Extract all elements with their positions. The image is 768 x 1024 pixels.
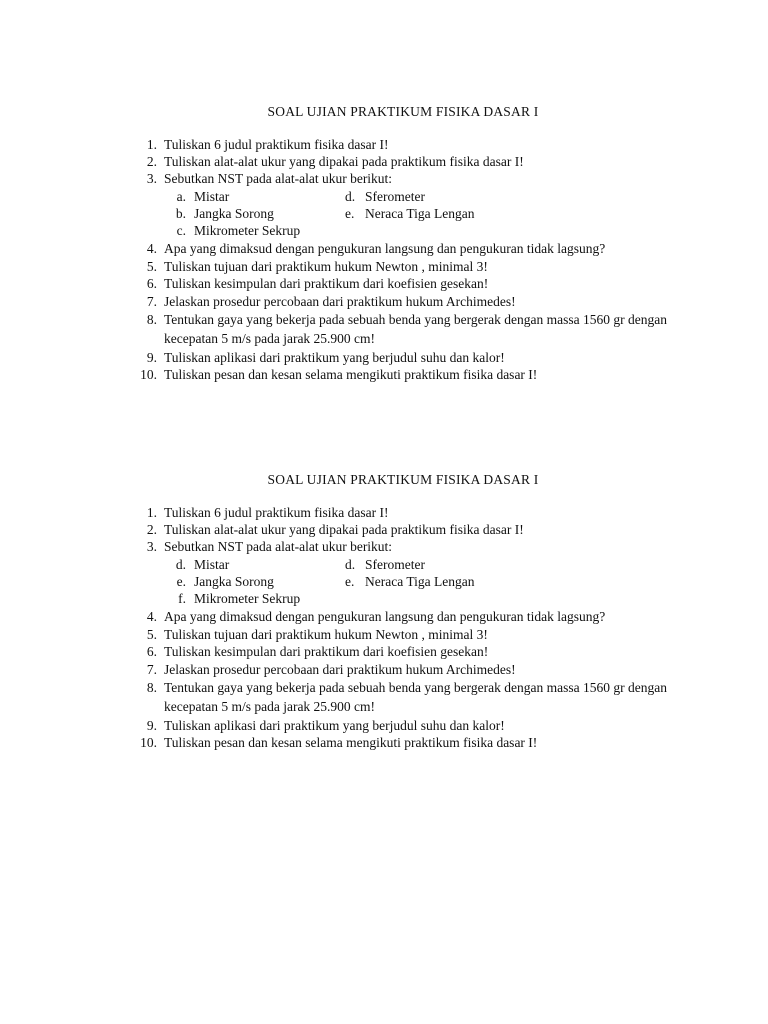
question-text: Tuliskan kesimpulan dari praktikum dari koefisien gesekan! [164, 276, 489, 292]
instrument-list [160, 556, 670, 607]
sub-list-row [130, 556, 670, 607]
question-item [130, 734, 670, 751]
instrument-list [160, 188, 670, 239]
item-letter: c. [176, 222, 186, 238]
question-item [130, 643, 670, 660]
question-text: Jelaskan prosedur percobaan dari praktikum hukum Archimedes! [164, 661, 516, 677]
instrument-name: Sferometer [365, 188, 425, 204]
question-item [130, 310, 670, 349]
instrument-name: Mistar [194, 188, 230, 204]
question-text: Tuliskan 6 judul praktikum fisika dasar I! [164, 505, 389, 520]
question-text: Tuliskan 6 judul praktikum fisika dasar I! [164, 137, 389, 152]
question-item [130, 349, 670, 366]
question-number: 1. [146, 505, 157, 520]
question-number: 5. [146, 627, 157, 643]
instrument-item [345, 573, 545, 590]
question-list [130, 504, 670, 751]
question-item [130, 661, 670, 678]
question-text: Tentukan gaya yang bekerja pada sebuah benda yang bergerak dengan massa 1560 gr dengan kecepatan 5 m/s pada jarak 25.900 cm! [164, 311, 667, 347]
item-letter: e. [345, 573, 355, 589]
question-number: 8. [146, 679, 157, 695]
question-text: Tuliskan kesimpulan dari praktikum dari koefisien gesekan! [164, 644, 489, 660]
instrument-name: Mikrometer Sekrup [194, 590, 301, 606]
item-letter: e. [176, 573, 186, 589]
question-text: Sebutkan NST pada alat-alat ukur berikut: [164, 539, 393, 555]
question-text: Tentukan gaya yang bekerja pada sebuah benda yang bergerak dengan massa 1560 gr dengan kecepatan 5 m/s pada jarak 25.900 cm! [164, 679, 667, 715]
instrument-name: Sferometer [365, 556, 425, 572]
question-item [130, 538, 670, 555]
instrument-item [160, 573, 345, 590]
item-letter: a. [176, 188, 186, 204]
item-letter: d. [345, 188, 356, 204]
question-number: 7. [146, 293, 157, 309]
question-text: Tuliskan tujuan dari praktikum hukum Newton , minimal 3! [164, 627, 488, 643]
question-item [130, 258, 670, 275]
question-item [130, 717, 670, 734]
instrument-name: Mistar [194, 556, 230, 572]
question-number: 9. [146, 717, 157, 733]
instrument-name: Jangka Sorong [194, 205, 274, 221]
exam-block-1 [130, 104, 670, 383]
question-item [130, 275, 670, 292]
question-text: Sebutkan NST pada alat-alat ukur berikut: [164, 171, 393, 187]
question-number: 10. [140, 734, 157, 750]
question-item [130, 153, 670, 170]
instrument-item [160, 222, 345, 239]
item-letter: e. [345, 205, 355, 221]
instrument-item [160, 590, 345, 607]
question-item [130, 293, 670, 310]
item-letter: f. [178, 590, 186, 606]
instrument-item [160, 188, 345, 205]
question-text: Apa yang dimaksud dengan pengukuran langsung dan pengukuran tidak lagsung? [164, 608, 606, 624]
question-number: 9. [146, 349, 157, 365]
question-number: 8. [146, 311, 157, 327]
question-item [130, 678, 670, 717]
question-number: 2. [146, 154, 157, 170]
question-number: 2. [146, 522, 157, 538]
question-text: Tuliskan pesan dan kesan selama mengikuti praktikum fisika dasar I! [164, 366, 538, 382]
question-item [130, 136, 670, 153]
question-text: Tuliskan aplikasi dari praktikum yang berjudul suhu dan kalor! [164, 717, 505, 733]
question-number: 4. [146, 240, 157, 256]
question-text: Tuliskan tujuan dari praktikum hukum Newton , minimal 3! [164, 259, 488, 275]
instrument-item [345, 556, 545, 573]
instrument-item [160, 556, 345, 573]
question-list [130, 136, 670, 383]
question-text: Jelaskan prosedur percobaan dari praktikum hukum Archimedes! [164, 293, 516, 309]
question-item [130, 607, 670, 627]
item-letter: b. [175, 205, 186, 221]
question-item [130, 504, 670, 521]
instrument-name: Mikrometer Sekrup [194, 222, 301, 238]
question-text: Apa yang dimaksud dengan pengukuran langsung dan pengukuran tidak lagsung? [164, 240, 606, 256]
question-text: Tuliskan alat-alat ukur yang dipakai pada praktikum fisika dasar I! [164, 154, 524, 170]
exam-block-2 [130, 472, 670, 751]
instrument-item [345, 188, 545, 205]
exam-title: SOAL UJIAN PRAKTIKUM FISIKA DASAR I [267, 104, 539, 119]
item-letter: d. [345, 556, 356, 572]
question-text: Tuliskan aplikasi dari praktikum yang berjudul suhu dan kalor! [164, 349, 505, 365]
question-item [130, 521, 670, 538]
instrument-name: Neraca Tiga Lengan [365, 573, 475, 589]
question-text: Tuliskan pesan dan kesan selama mengikuti praktikum fisika dasar I! [164, 734, 538, 750]
question-number: 3. [146, 539, 157, 555]
sub-list-row [130, 188, 670, 239]
instrument-name: Jangka Sorong [194, 573, 274, 589]
instrument-item [345, 205, 545, 222]
question-number: 5. [146, 259, 157, 275]
question-number: 10. [140, 366, 157, 382]
instrument-name: Neraca Tiga Lengan [365, 205, 475, 221]
instrument-item [160, 205, 345, 222]
question-number: 7. [146, 661, 157, 677]
exam-title: SOAL UJIAN PRAKTIKUM FISIKA DASAR I [267, 472, 539, 487]
item-letter: d. [175, 556, 186, 572]
question-number: 4. [146, 608, 157, 624]
question-number: 3. [146, 171, 157, 187]
question-number: 1. [146, 137, 157, 152]
question-item [130, 626, 670, 643]
question-number: 6. [146, 644, 157, 660]
question-item [130, 239, 670, 259]
question-text: Tuliskan alat-alat ukur yang dipakai pada praktikum fisika dasar I! [164, 522, 524, 538]
question-item [130, 366, 670, 383]
question-number: 6. [146, 276, 157, 292]
question-item [130, 170, 670, 187]
